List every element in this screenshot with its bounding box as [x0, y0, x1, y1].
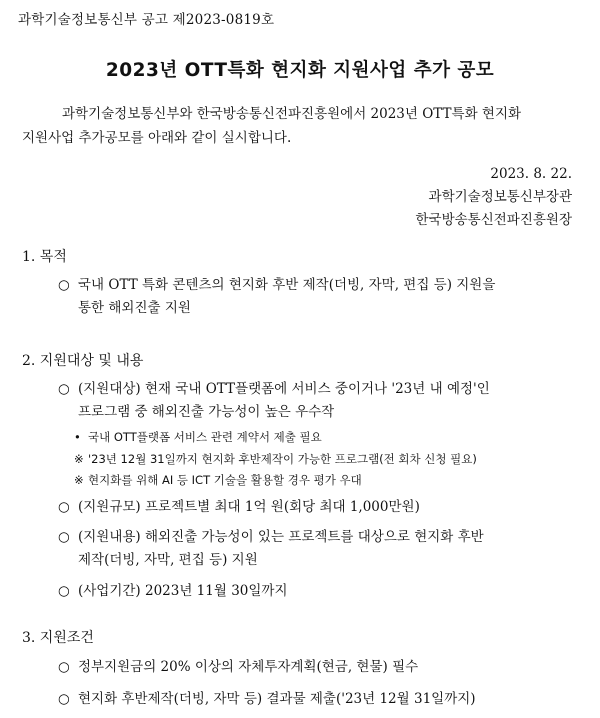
note-item: [74, 429, 322, 445]
bullet-circle-icon: ○: [58, 499, 70, 515]
intro-line: 과학기술정보통신부와 한국방송통신전파진흥원에서 2023년 OTT특화 현지화: [62, 106, 522, 122]
list-item-text: 프로그램 중 해외진출 가능성이 높은 우수작: [78, 404, 335, 420]
intro-line: 지원사업 추가공모를 아래와 같이 실시합니다.: [22, 130, 292, 146]
section-heading-conditions: 3. 지원조건: [22, 630, 94, 646]
dot-bullet-icon: •: [74, 430, 81, 444]
list-item: [58, 688, 558, 711]
section-heading-eligibility: 2. 지원대상 및 내용: [22, 353, 144, 369]
section-heading-purpose: 1. 목적: [22, 249, 67, 265]
list-item-text: 정부지원금의 20% 이상의 자체투자계획(현금, 현물) 필수: [78, 659, 419, 675]
list-item-text: (지원내용) 해외진출 가능성이 있는 프로젝트를 대상으로 현지화 후반: [78, 529, 484, 545]
list-item: [58, 580, 558, 603]
intro-paragraph: [22, 102, 582, 150]
list-item: [58, 496, 558, 519]
note-text: 현지화를 위해 AI 등 ICT 기술을 활용할 경우 평가 우대: [88, 473, 362, 487]
list-item-text: (사업기간) 2023년 11월 30일까지: [78, 583, 288, 599]
list-item: [58, 378, 558, 424]
note-item: [74, 451, 477, 467]
list-item: [58, 526, 558, 572]
list-item-text: 현지화 후반제작(더빙, 자막 등) 결과물 제출('23년 12월 31일까지): [78, 691, 476, 707]
issuer-ministry: 과학기술정보통신부장관: [428, 189, 572, 205]
list-item-text: (지원대상) 현재 국내 OTT플랫폼에 서비스 중이거나 '23년 내 예정'인: [78, 381, 490, 397]
list-item: [58, 656, 558, 679]
bullet-circle-icon: ○: [58, 659, 70, 675]
announcement-date: 2023. 8. 22.: [490, 166, 572, 182]
note-item: [74, 472, 362, 488]
list-item-text: (지원규모) 프로젝트별 최대 1억 원(회당 최대 1,000만원): [78, 499, 420, 515]
notice-number: 과학기술정보통신부 공고 제2023-0819호: [18, 12, 275, 28]
note-text: '23년 12월 31일까지 현지화 후반제작이 가능한 프로그램(전 회차 신청 필요): [88, 452, 477, 466]
reference-mark-icon: ※: [74, 473, 84, 487]
bullet-circle-icon: ○: [58, 691, 70, 707]
issuer-agency: 한국방송통신전파진흥원장: [415, 212, 572, 228]
signature-block: [416, 163, 573, 232]
bullet-circle-icon: ○: [58, 277, 70, 293]
list-item-text: 제작(더빙, 자막, 편집 등) 지원: [78, 552, 258, 568]
note-text: 국내 OTT플랫폼 서비스 관련 계약서 제출 필요: [88, 430, 322, 444]
list-item-text: 국내 OTT 특화 콘텐츠의 현지화 후반 제작(더빙, 자막, 편집 등) 지원을: [78, 277, 496, 293]
page-title: 2023년 OTT특화 현지화 지원사업 추가 공모: [105, 60, 495, 81]
bullet-circle-icon: ○: [58, 583, 70, 599]
reference-mark-icon: ※: [74, 452, 84, 466]
bullet-circle-icon: ○: [58, 381, 70, 397]
bullet-circle-icon: ○: [58, 529, 70, 545]
list-item: [58, 274, 558, 320]
list-item-text: 통한 해외진출 지원: [78, 300, 191, 316]
